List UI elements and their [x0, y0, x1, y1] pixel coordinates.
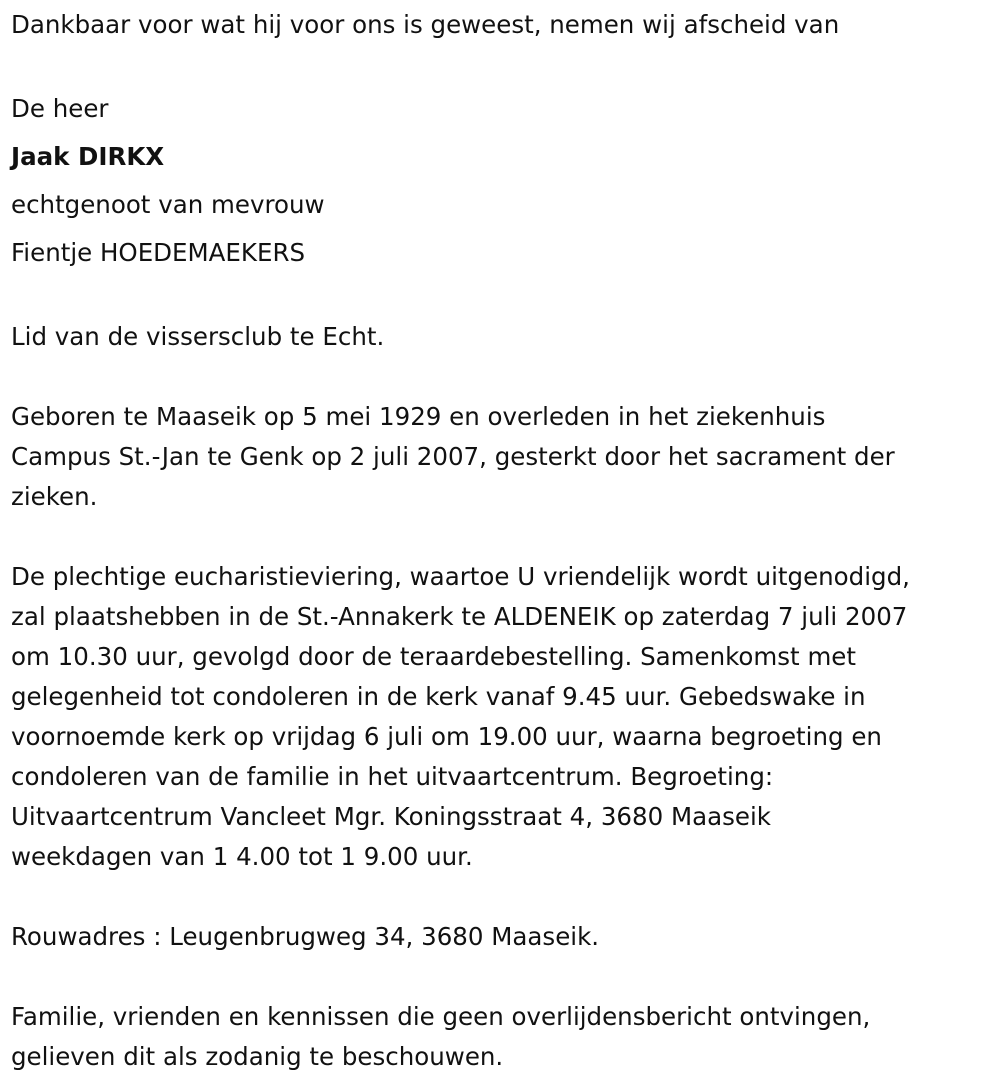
spacer	[11, 957, 996, 997]
paragraph-line: voornoemde kerk op vrijdag 6 juli om 19.00 uur, waarna begroeting en	[11, 722, 882, 751]
paragraph-line: Familie, vrienden en kennissen die geen overlijdensbericht ontvingen,	[11, 1002, 871, 1031]
spacer	[11, 877, 996, 917]
paragraph-line: gelegenheid tot condoleren in de kerk vanaf 9.45 uur. Gebedswake in	[11, 682, 866, 711]
deceased-name: Jaak DIRKX	[11, 142, 165, 171]
ceremony-paragraph	[11, 557, 996, 877]
mourning-address: Rouwadres : Leugenbrugweg 34, 3680 Maaseik.	[11, 922, 600, 951]
paragraph-line: zieken.	[11, 482, 98, 511]
honorific: De heer	[11, 94, 109, 123]
spouse-name: Fientje HOEDEMAEKERS	[11, 238, 306, 267]
paragraph-line: condoleren van de familie in het uitvaartcentrum. Begroeting:	[11, 762, 774, 791]
paragraph-line: Uitvaartcentrum Vancleet Mgr. Koningsstraat 4, 3680 Maaseik	[11, 802, 771, 831]
paragraph-line: gelieven dit als zodanig te beschouwen.	[11, 1042, 504, 1071]
membership-text: Lid van de vissersclub te Echt.	[11, 322, 385, 351]
paragraph-line: Geboren te Maaseik op 5 mei 1929 en overleden in het ziekenhuis	[11, 402, 826, 431]
spacer	[11, 45, 996, 85]
paragraph-line: Campus St.-Jan te Genk op 2 juli 2007, gesterkt door het sacrament der	[11, 442, 895, 471]
spacer	[11, 517, 996, 557]
paragraph-line: zal plaatshebben in de St.-Annakerk te ALDENEIK op zaterdag 7 juli 2007	[11, 602, 908, 631]
intro-text: Dankbaar voor wat hij voor ons is geweest, nemen wij afscheid van	[11, 10, 840, 39]
relation-text: echtgenoot van mevrouw	[11, 190, 325, 219]
birth-death-paragraph	[11, 397, 996, 517]
paragraph-line: De plechtige eucharistieviering, waartoe U vriendelijk wordt uitgenodigd,	[11, 562, 910, 591]
paragraph-line: weekdagen van 1 4.00 tot 1 9.00 uur.	[11, 842, 473, 871]
closing-paragraph	[11, 997, 996, 1077]
obituary-notice	[11, 5, 996, 1077]
paragraph-line: om 10.30 uur, gevolgd door de teraardebestelling. Samenkomst met	[11, 642, 856, 671]
spacer	[11, 357, 996, 397]
spacer	[11, 277, 996, 317]
